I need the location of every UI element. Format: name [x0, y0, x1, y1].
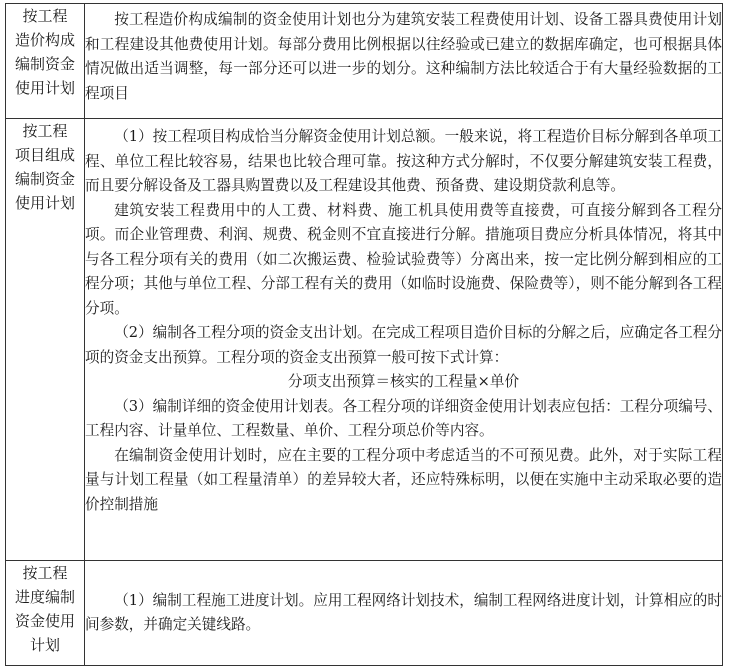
row-label-line: 编制资金 [14, 55, 75, 73]
row-label-line: 按工程 [22, 7, 68, 25]
row-label-line: 使用计划 [14, 194, 75, 212]
row-content [85, 561, 723, 666]
table-row [6, 561, 723, 666]
paragraph: 建筑安装工程费用中的人工费、材料费、施工机具使用费等直接费，可直接分解到各工程分项。而企业管理费、利润、规费、税金则不宜直接进行分解。措施项目费应分析具体情况，将其中与各工程分项有关的费用（如二次搬运费、检验试验费等）分离出来，按一定比例分解到相应的工程分项；其他与单位工程、分部工程有关的费用（如临时设施费、保险费等），则不能分解到各工程分项。 [85, 201, 722, 317]
row-label-line: 按工程 [22, 122, 68, 140]
formula: 分项支出预算＝核实的工程量×单价 [287, 373, 520, 390]
row-content [85, 119, 723, 561]
row-content [85, 4, 723, 119]
table-row [6, 119, 723, 561]
table-row [6, 4, 723, 119]
row-label-line: 进度编制 [14, 588, 75, 606]
row-label-line: 按工程 [22, 564, 68, 582]
paragraph: 按工程造价构成编制的资金使用计划也分为建筑安装工程费使用计划、设备工器具费使用计划和工程建设其他费使用计划。每部分费用比例根据以往经验或已建立的数据库确定，也可根据具体情况做出适当调整，每一部分还可以进一步的划分。这种编制方法比较适合于有大量经验数据的工程项目 [85, 11, 722, 102]
row-label [6, 4, 85, 119]
row-label-line: 计划 [29, 636, 60, 654]
plan-table [5, 3, 723, 666]
row-label-line: 资金使用 [14, 612, 75, 630]
paragraph: （3）编制详细的资金使用计划表。各工程分项的详细资金使用计划表应包括：工程分项编号、工程内容、计量单位、工程数量、单价、工程分项总价等内容。 [85, 397, 722, 439]
row-label-line: 使用计划 [14, 79, 75, 97]
row-label [6, 119, 85, 561]
paragraph: （1）编制工程施工进度计划。应用工程网络计划技术，编制工程网络进度计划，计算相应的时间参数，并确定关键线路。 [85, 591, 722, 633]
row-label-line: 项目组成 [14, 146, 75, 164]
row-label-line: 造价构成 [14, 31, 75, 49]
paragraph: （1）按工程项目构成恰当分解资金使用计划总额。一般来说，将工程造价目标分解到各单项工程、单位工程比较容易，结果也比较合理可靠。按这种方式分解时，不仅要分解建筑安装工程费，而且要分解设备及工器具购置费以及工程建设其他费、预备费、建设期贷款利息等。 [85, 128, 722, 194]
row-label [6, 561, 85, 666]
row-label-line: 编制资金 [14, 170, 75, 188]
paragraph: 在编制资金使用计划时，应在主要的工程分项中考虑适当的不可预见费。此外，对于实际工程量与计划工程量（如工程量清单）的差异较大者，还应特殊标明，以便在实施中主动采取必要的造价控制措施 [85, 446, 722, 513]
paragraph: （2）编制各工程分项的资金支出计划。在完成工程项目造价目标的分解之后，应确定各工程分项的资金支出预算。工程分项的资金支出预算一般可按下式计算： [85, 324, 722, 366]
